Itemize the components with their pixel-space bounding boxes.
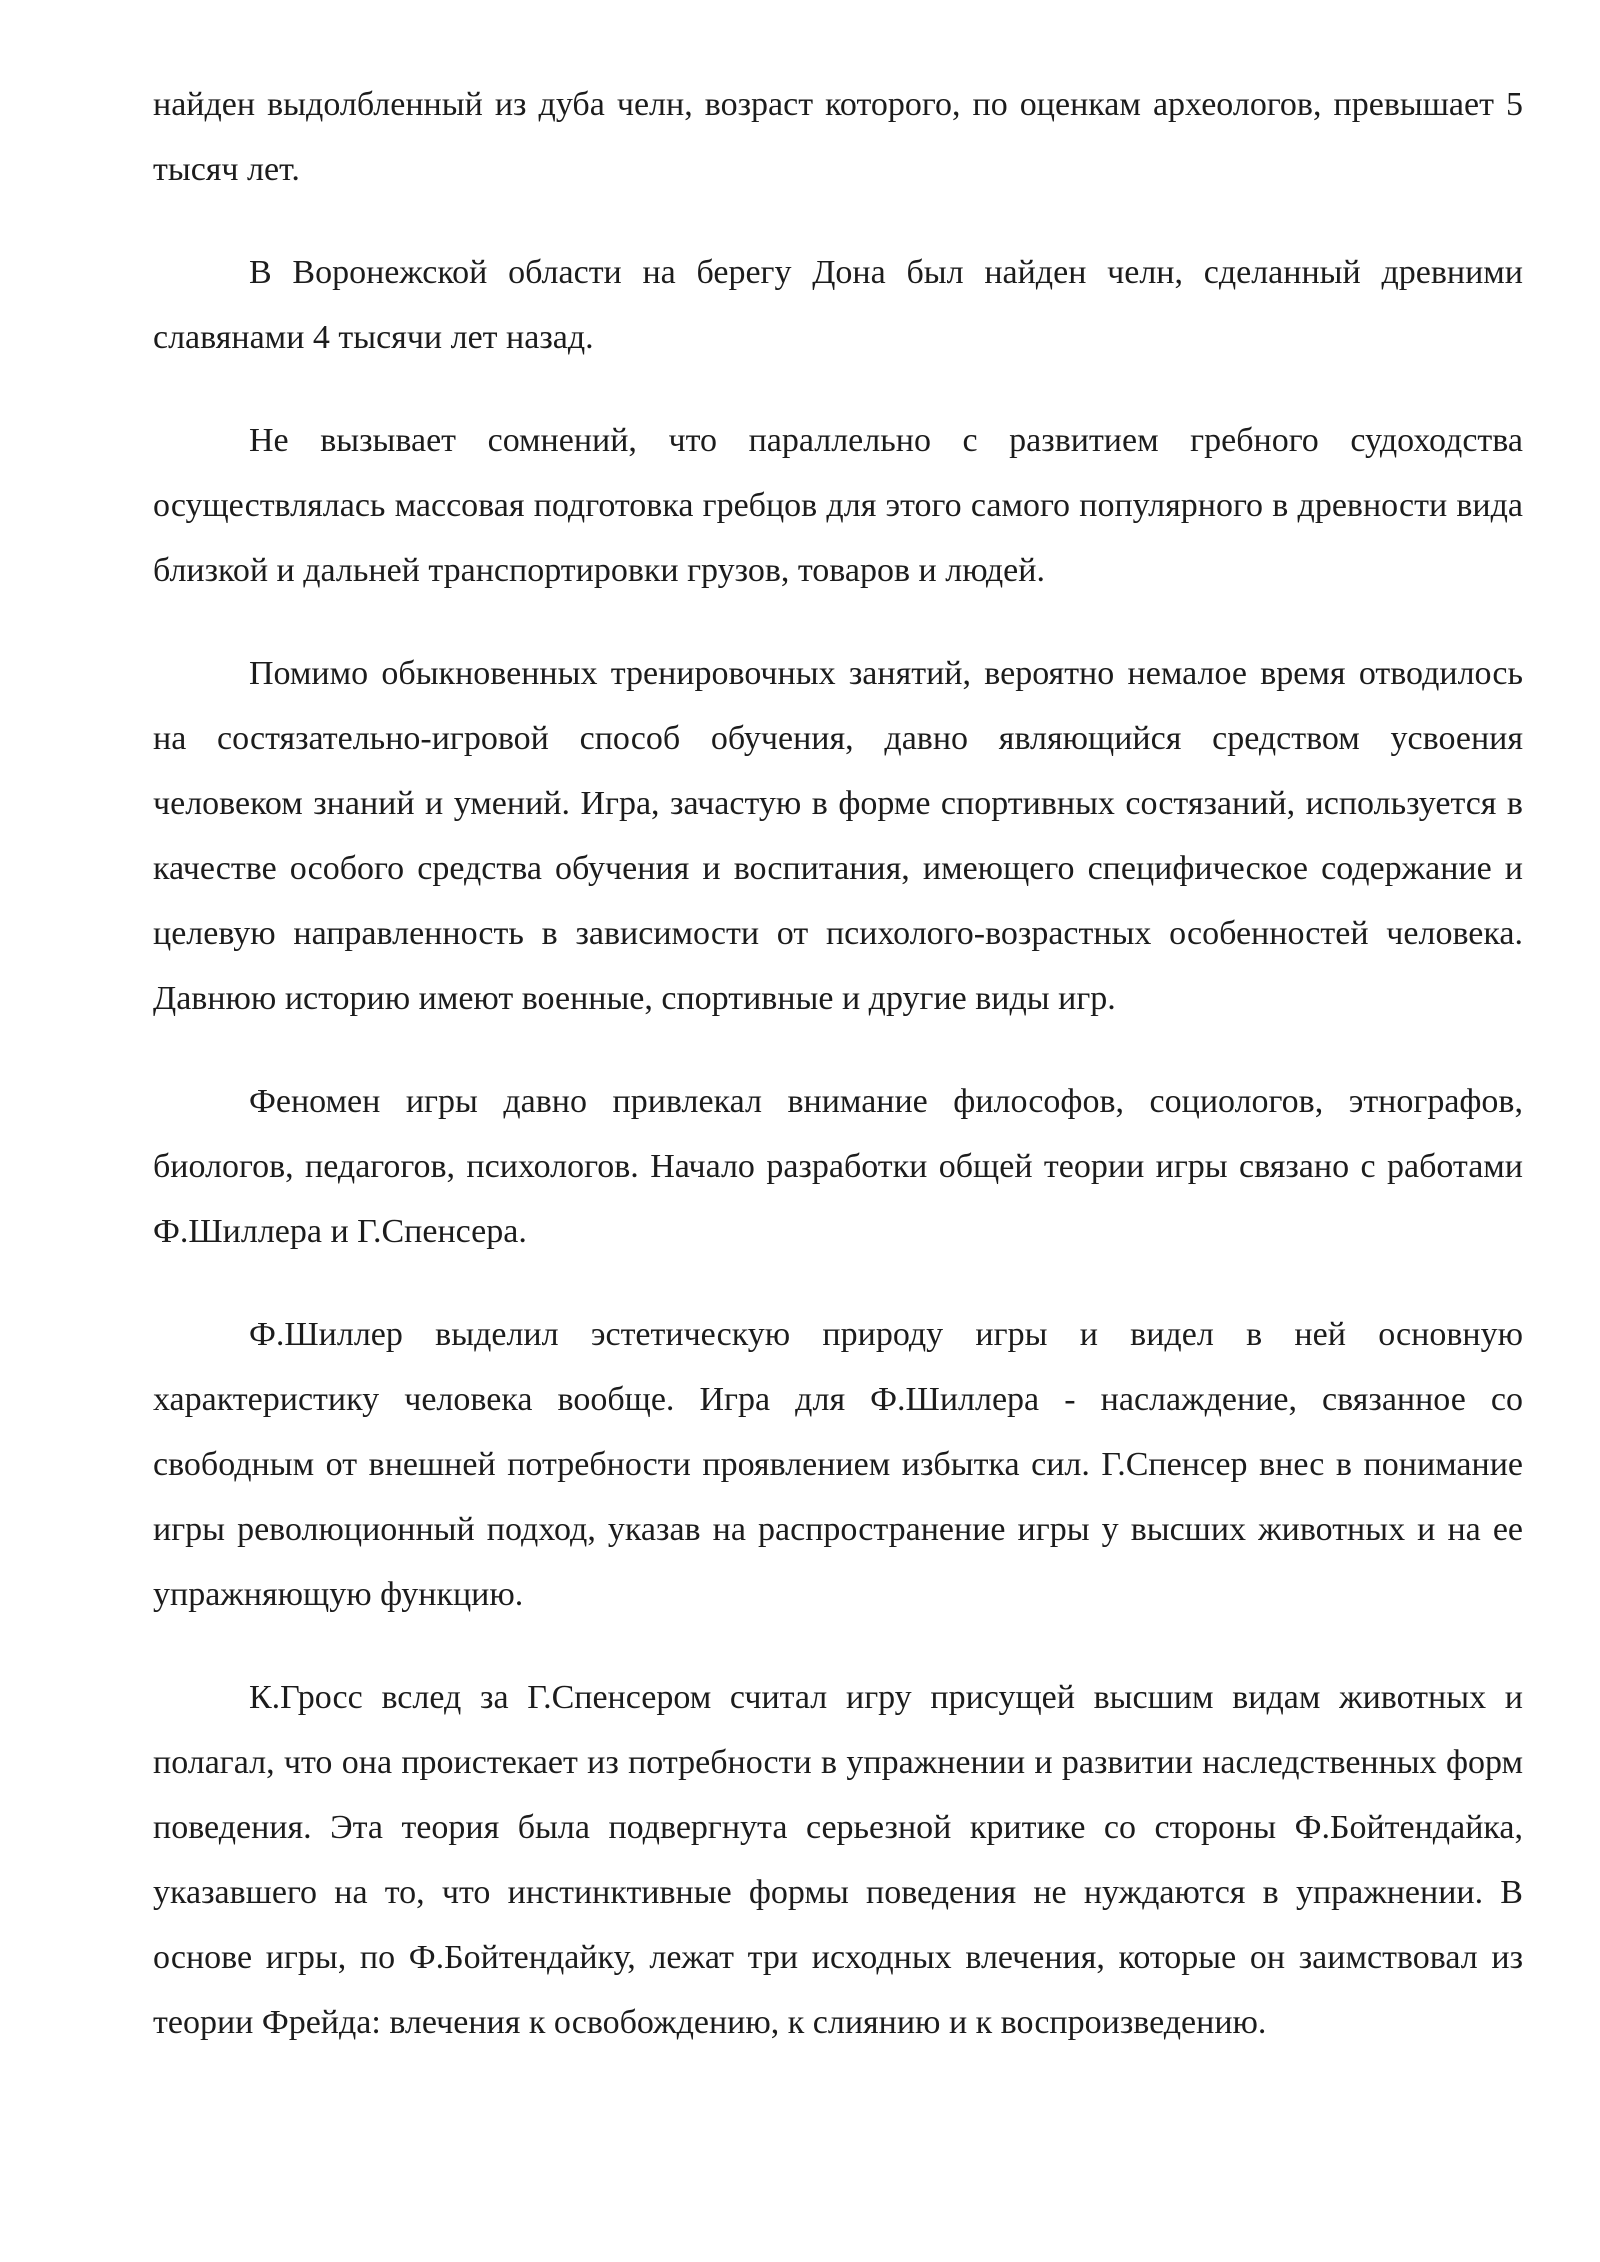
paragraph: Помимо обыкновенных тренировочных занятий, вероятно немалое время отводилось на состязательно-игровой способ обучения, давно являющийся средством усвоения человеком знаний и умений. Игра, зачастую в форме спортивных состязаний, используется в качестве особого средства обучения и воспитания, имеющего специфическое содержание и целевую направленность в зависимости от психолого-возрастных особенностей человека. Давнюю историю имеют военные, спортивные и другие виды игр. [153,655,1523,1017]
paragraph: К.Гросс вслед за Г.Спенсером считал игру присущей высшим видам животных и полагал, что она проистекает из потребности в упражнении и развитии наследственных форм поведения. Эта теория была подвергнута серьезной критике со стороны Ф.Бойтендайка, указавшего на то, что инстинктивные формы поведения не нуждаются в упражнении. В основе игры, по Ф.Бойтендайку, лежат три исходных влечения, которые он заимствовал из теории Фрейда: влечения к освобождению, к слиянию и к воспроизведению. [153,1679,1523,2041]
paragraph-continued: найден выдолбленный из дуба челн, возраст которого, по оценкам археологов, превышает 5 тысяч лет. [153,86,1523,188]
document-page [153,72,1523,2055]
paragraph: Ф.Шиллер выделил эстетическую природу игры и видел в ней основную характеристику человека вообще. Игра для Ф.Шиллера - наслаждение, связанное со свободным от внешней потребности проявлением избытка сил. Г.Спенсер внес в понимание игры революционный подход, указав на распространение игры у высших животных и на ее упражняющую функцию. [153,1316,1523,1613]
paragraph: Феномен игры давно привлекал внимание философов, социологов, этнографов, биологов, педагогов, психологов. Начало разработки общей теории игры связано с работами Ф.Шиллера и Г.Спенсера. [153,1083,1523,1250]
paragraph: Не вызывает сомнений, что параллельно с развитием гребного судоходства осуществлялась массовая подготовка гребцов для этого самого популярного в древности вида близкой и дальней транспортировки грузов, товаров и людей. [153,422,1523,589]
paragraph: В Воронежской области на берегу Дона был найден челн, сделанный древними славянами 4 тысячи лет назад. [153,254,1523,356]
